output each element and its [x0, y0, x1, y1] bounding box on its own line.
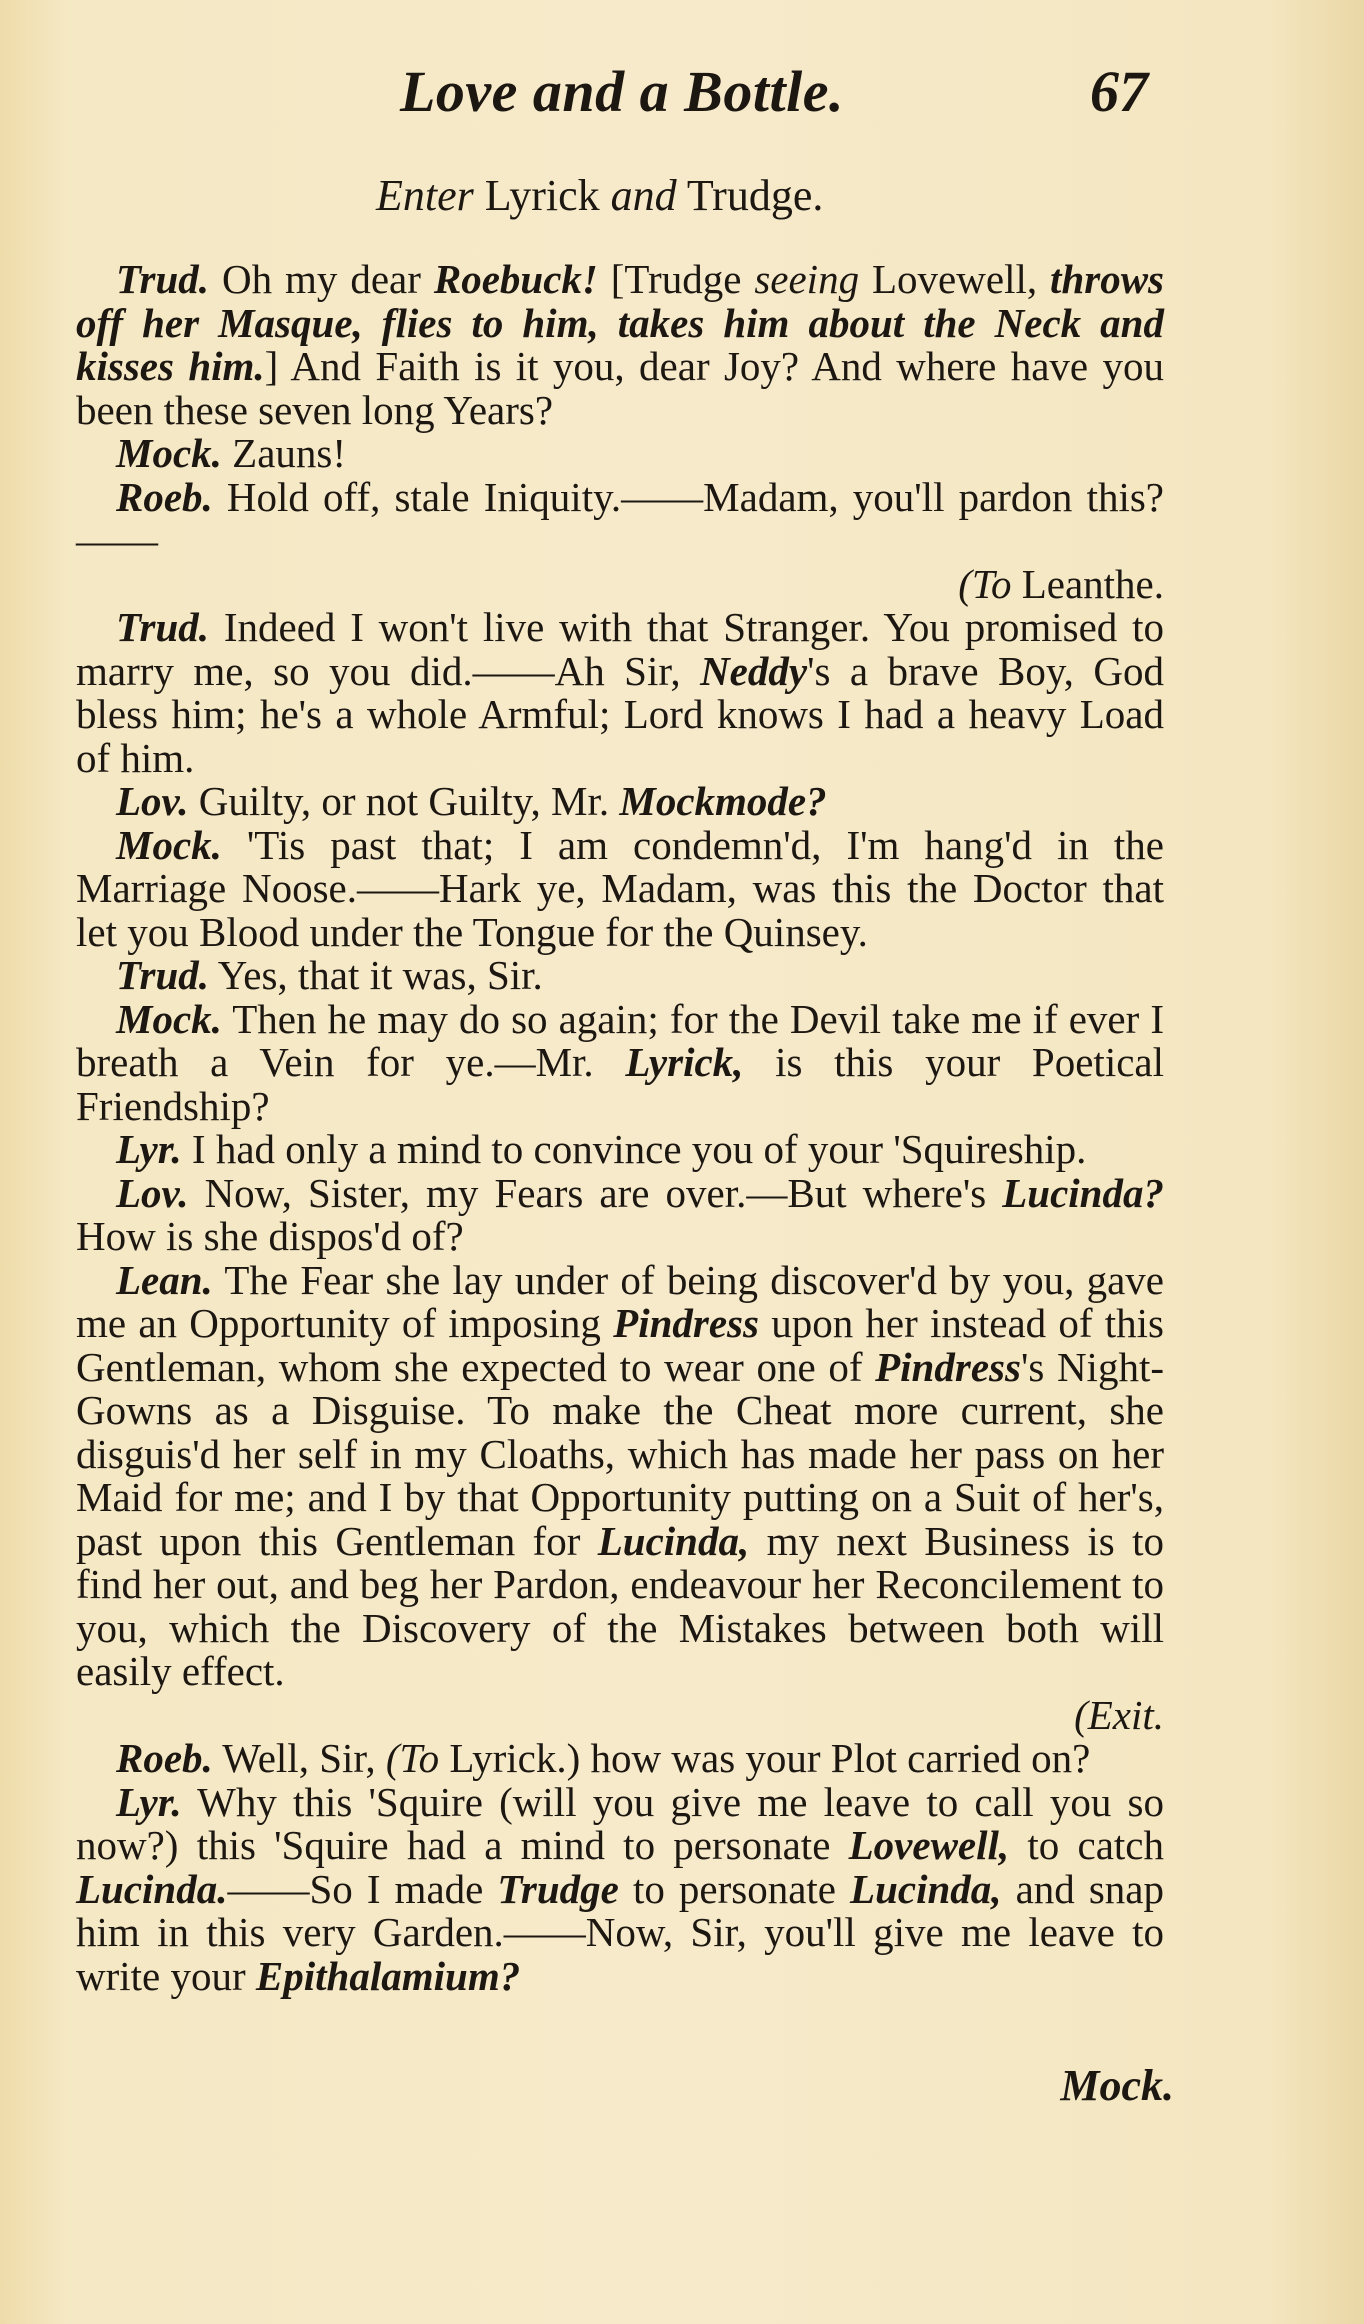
speech-lov-1: [76, 780, 1164, 824]
speaker-label: Lyr.: [116, 1778, 182, 1825]
speech-mock-2: [76, 821, 1164, 955]
speech-italic: Pindress: [613, 1300, 759, 1346]
speech-text: Oh my dear: [209, 256, 434, 302]
character-lyrick: Lyrick: [484, 171, 600, 220]
speaker-label: Trud.: [116, 604, 210, 650]
speech-italic: (To: [385, 1735, 440, 1781]
speech-text: Well, Sir,: [212, 1735, 386, 1781]
speech-text: Guilty, or not Guilty, Mr.: [188, 778, 620, 824]
speech-text: Leanthe.: [1011, 560, 1164, 607]
speech-text: Why this 'Squire (will you give me leave to call you so now?) this 'Squire had a mind to personate: [76, 1778, 1164, 1868]
speaker-label: Lov.: [116, 778, 189, 824]
speech-text: Indeed I won't live with that Stranger. You promised to marry me, so you did.——Ah Sir,: [76, 604, 1164, 694]
speech-italic: Lucinda.: [76, 1865, 228, 1912]
speaker-label: Roeb.: [116, 1735, 213, 1781]
exit-direction: (Exit.: [1074, 1691, 1164, 1738]
speech-italic: Lucinda,: [597, 1517, 750, 1564]
aside-to-leanthe: [76, 560, 1164, 607]
speech-italic: Neddy: [700, 647, 808, 694]
speech-text: my next Business is to find her out, and beg her Pardon, endeavour her Reconcilement to you, which the Discovery of the Mistakes between both will easily effect.: [76, 1517, 1164, 1694]
play-text: [76, 258, 1164, 1998]
speech-text: Then he may do so again; for the Devil take me if ever I breath a Vein for ye.—Mr.: [76, 995, 1164, 1085]
speech-text: The Fear she lay under of being discover'd by you, gave me an Opportunity of imposing: [76, 1256, 1164, 1346]
speech-text: I had only a mind to convince you of your 'Squireship.: [181, 1126, 1087, 1172]
speech-italic: Pindress: [875, 1343, 1021, 1390]
stage-aside: throws off her Masque, flies to him, takes him about the Neck and kisses him.: [76, 256, 1164, 389]
speaker-label: Lean.: [116, 1256, 213, 1303]
speech-text: Hold off, stale Iniquity.——Madam, you'll pardon this?——: [76, 473, 1164, 563]
stage-joiner: and: [610, 171, 677, 220]
speech-mock-3: [76, 995, 1164, 1129]
speaker-label: Trud.: [116, 256, 210, 302]
speech-italic: Lucinda?: [1002, 1169, 1164, 1216]
speech-text: Yes, that it was, Sir.: [209, 952, 543, 998]
page-header: [0, 58, 1364, 128]
speech-text: ——So I made: [227, 1865, 498, 1912]
speech-text: Lyrick.) how was your Plot carried on?: [439, 1735, 1091, 1781]
speech-text: 's a brave Boy, God bless him; he's a whole Armful; Lord knows I had a heavy Load of him.: [76, 647, 1164, 781]
speech-italic: Lucinda,: [850, 1865, 1002, 1912]
speech-text: How is she dispos'd of?: [76, 1213, 464, 1259]
catchword: Mock.: [1060, 2061, 1174, 2110]
speech-lean-1: [76, 1256, 1164, 1694]
speech-italic: Trudge: [497, 1865, 619, 1912]
running-title: Love and a Bottle.: [400, 59, 844, 124]
speaker-label: Trud.: [116, 952, 210, 998]
speech-italic: Roebuck!: [433, 256, 598, 302]
speech-text: is this your Poetical Friendship?: [76, 1039, 1164, 1129]
speech-mock-1: [76, 432, 1164, 476]
speaker-label: Lov.: [116, 1169, 189, 1216]
speech-italic: Mockmode?: [619, 778, 827, 824]
speaker-label: Mock.: [116, 995, 222, 1042]
speech-lyr-1: [76, 1128, 1164, 1172]
stage-prefix: Enter: [376, 171, 474, 220]
speech-lov-2: [76, 1169, 1164, 1259]
speech-roeb-2: [76, 1737, 1164, 1781]
speaker-label: Roeb.: [116, 473, 213, 520]
speaker-label: Mock.: [116, 821, 222, 868]
speech-trudge-1: [76, 258, 1164, 432]
speech-italic: (To: [958, 560, 1012, 607]
speech-italic: Lyrick,: [625, 1039, 744, 1085]
speech-italic: Epithalamium?: [255, 1952, 521, 1999]
speech-text: Zauns!: [221, 430, 347, 476]
speech-text: to catch: [1009, 1822, 1164, 1868]
speech-italic: seeing: [754, 256, 860, 302]
speech-text: and snap him in this very Garden.——Now, Sir, you'll give me leave to write your: [76, 1865, 1165, 1999]
speech-text: [Trudge: [597, 256, 755, 302]
speaker-label: Lyr.: [116, 1126, 182, 1172]
speech-text: Now, Sister, my Fears are over.—But where's: [188, 1169, 1003, 1216]
speech-text: ] And Faith is it you, dear Joy? And where have you been these seven long Years?: [76, 343, 1165, 433]
speech-text: Lovewell,: [859, 256, 1051, 302]
speech-trudge-3: [76, 954, 1164, 998]
speaker-label: Mock.: [116, 430, 222, 476]
stage-direction-enter: [376, 170, 823, 221]
speech-roeb-1: [76, 473, 1164, 563]
speech-text: 'Tis past that; I am condemn'd, I'm hang'd in the Marriage Noose.——Hark ye, Madam, was this the Doctor that let you Blood under the Tongue for the Quinsey.: [76, 821, 1164, 955]
speech-italic: Lovewell,: [848, 1822, 1010, 1868]
speech-text: 's Night-Gowns as a Disguise. To make the Cheat more current, she disguis'd her self in my Cloaths, which has made her pass on her Maid for me; and I by that Opportunity putting on a Suit of her's, past upon this Gentleman for: [76, 1343, 1164, 1564]
page-number: 67: [1090, 59, 1148, 124]
speech-text: upon her instead of this Gentleman, whom she expected to wear one of: [76, 1300, 1164, 1390]
speech-lyr-2: [76, 1778, 1165, 1999]
speech-text: to personate: [618, 1865, 851, 1912]
character-trudge: Trudge.: [686, 171, 824, 220]
speech-trudge-2: [76, 606, 1164, 780]
